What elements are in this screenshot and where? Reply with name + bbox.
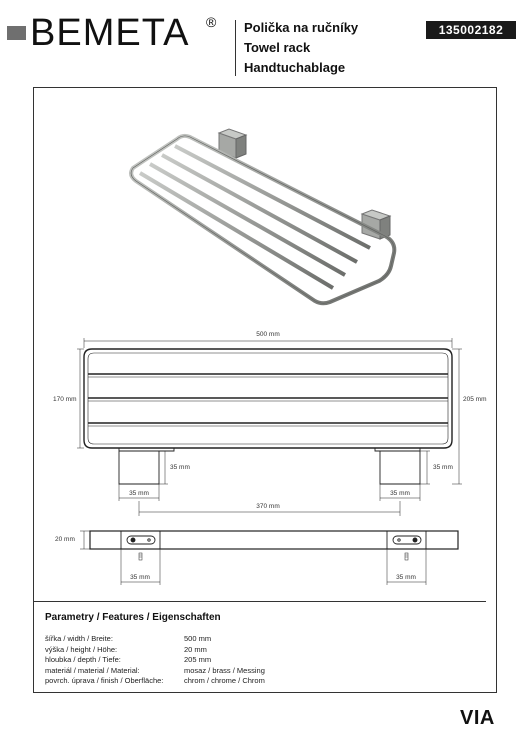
spec-value: chrom / chrome / Chrom [184, 676, 265, 685]
dim-bottom-thickness: 20 mm [55, 536, 75, 543]
spec-row [45, 645, 265, 656]
spec-value: mosaz / brass / Messing [184, 665, 265, 675]
parameters-divider [34, 601, 486, 602]
brand-name: BEMETA [30, 12, 190, 54]
spec-label: povrch. úprava / finish / Oberfläche: [45, 676, 164, 685]
spec-label: výška / height / Höhe: [45, 644, 118, 654]
dim-bottom-mount-right: 35 mm [396, 574, 416, 581]
spec-row [45, 666, 265, 677]
spec-row [45, 655, 265, 666]
dim-mount-height-right: 35 mm [433, 464, 453, 471]
parameters-heading: Parametry / Features / Eigenschaften [45, 612, 221, 623]
product-code-badge: 135002182 [426, 21, 516, 39]
title-english: Towel rack [244, 40, 311, 55]
dim-height-right: 205 mm [463, 396, 487, 403]
spec-row [45, 676, 265, 687]
spec-label: hloubka / depth / Tiefe: [45, 655, 121, 664]
dim-bottom-mount-left: 35 mm [130, 574, 150, 581]
spec-label: materiál / material / Material: [45, 665, 140, 675]
title-german: Handtuchablage [244, 60, 346, 75]
dim-mount-width-right: 35 mm [390, 490, 410, 497]
dim-mount-width-left: 35 mm [129, 490, 149, 497]
product-render [131, 129, 394, 303]
dim-height-left: 170 mm [53, 396, 77, 403]
dim-mount-spacing: 370 mm [256, 503, 280, 510]
spec-value: 500 mm [184, 634, 212, 643]
spec-value: 20 mm [184, 644, 207, 654]
spec-label: šířka / width / Breite: [45, 634, 113, 643]
spec-value: 205 mm [184, 655, 212, 664]
registered-mark: ® [206, 14, 217, 30]
title-czech: Polička na ručníky [244, 20, 359, 35]
dim-width: 500 mm [256, 331, 280, 338]
model-name: VIA [460, 707, 495, 729]
spec-row [45, 634, 265, 645]
dim-mount-height-left: 35 mm [170, 464, 190, 471]
parameters-table [45, 634, 265, 687]
